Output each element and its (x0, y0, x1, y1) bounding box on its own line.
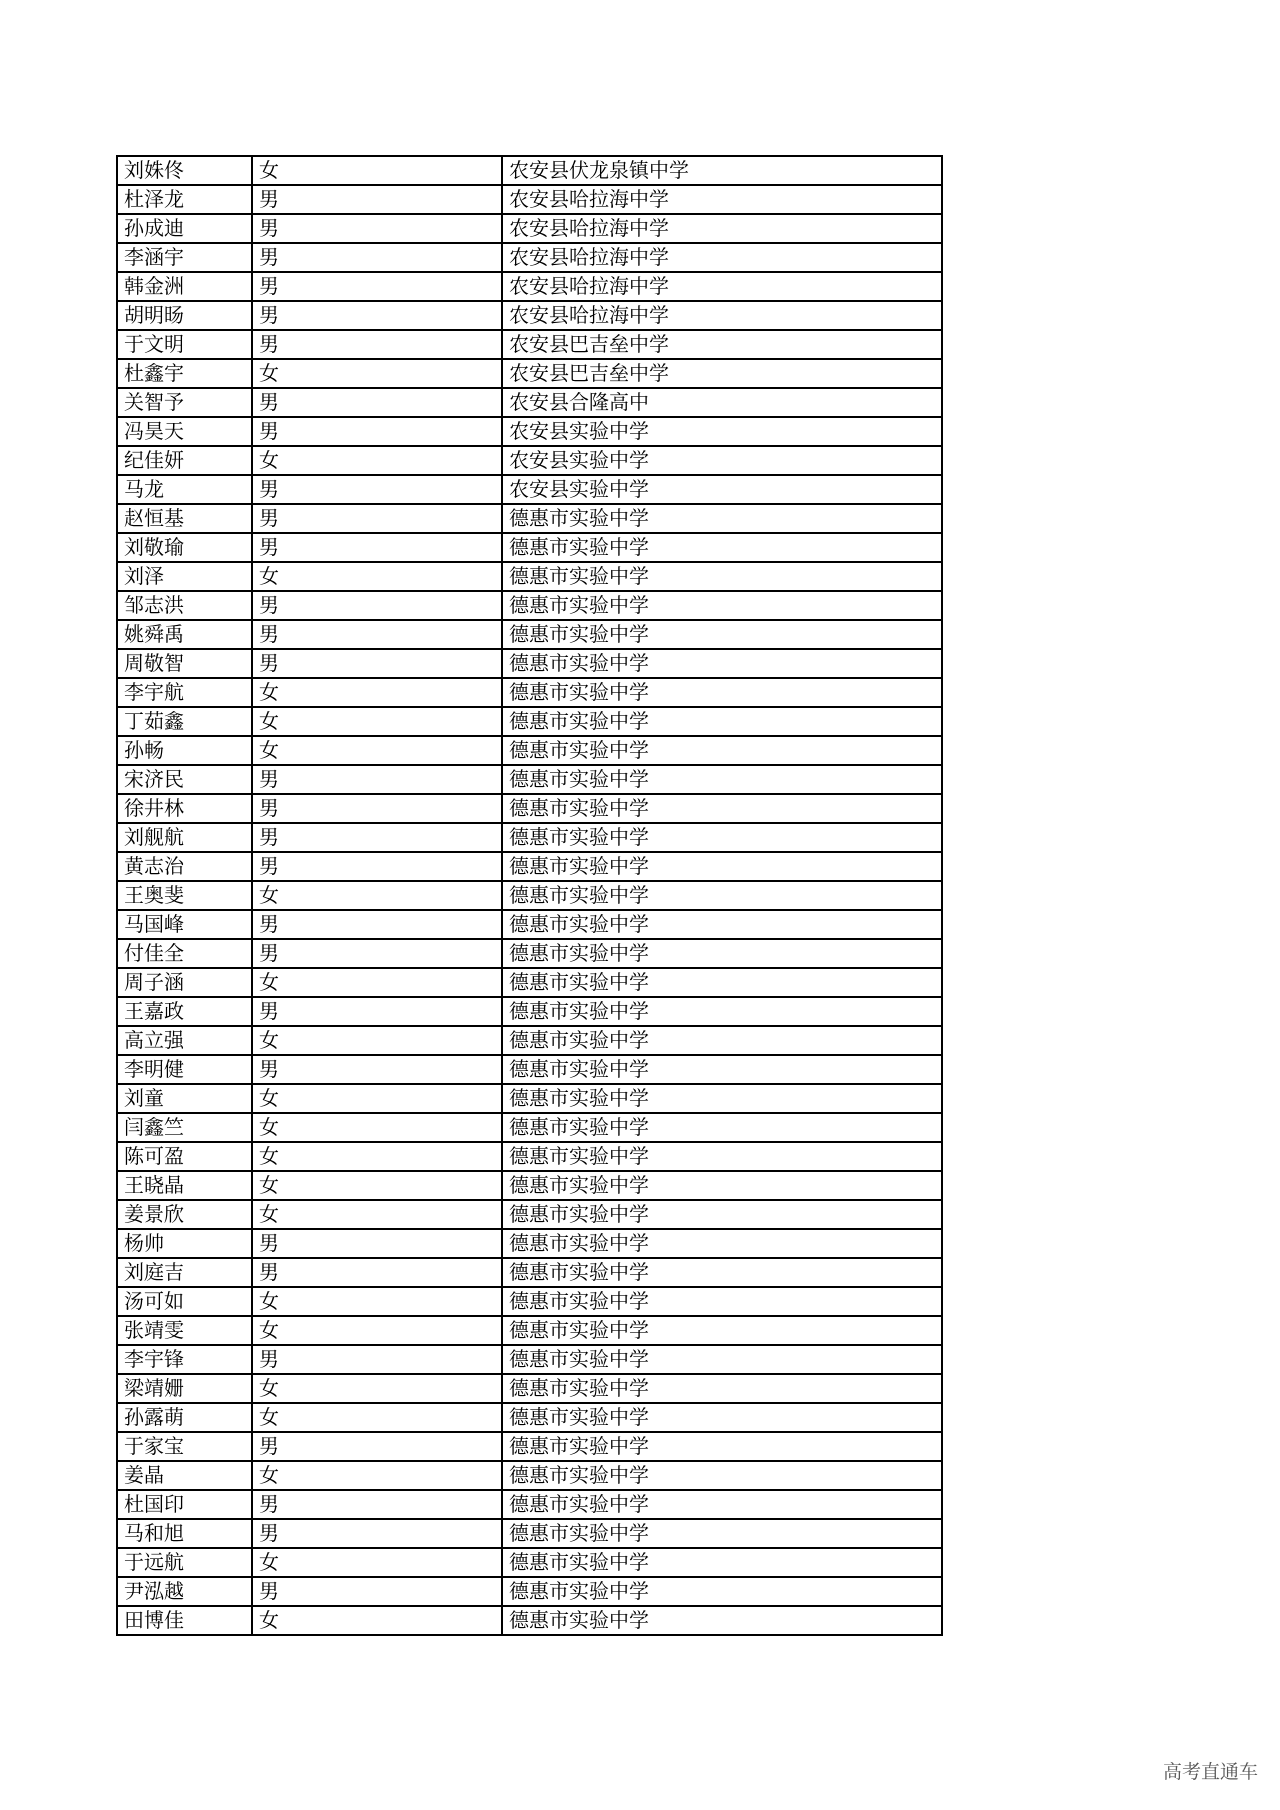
gender-cell: 女 (252, 562, 502, 591)
school-cell: 德惠市实验中学 (502, 1200, 942, 1229)
student-name-cell: 于文明 (117, 330, 252, 359)
student-name-cell: 孙露萌 (117, 1403, 252, 1432)
gender-cell: 男 (252, 591, 502, 620)
table-row (117, 591, 942, 620)
school-cell: 德惠市实验中学 (502, 1258, 942, 1287)
table-row (117, 997, 942, 1026)
school-cell: 德惠市实验中学 (502, 1113, 942, 1142)
gender-cell: 男 (252, 649, 502, 678)
student-name-cell: 黄志治 (117, 852, 252, 881)
school-cell: 德惠市实验中学 (502, 1345, 942, 1374)
table-row (117, 272, 942, 301)
student-name-cell: 徐井林 (117, 794, 252, 823)
gender-cell: 男 (252, 185, 502, 214)
gender-cell: 女 (252, 1171, 502, 1200)
table-row (117, 881, 942, 910)
student-name-cell: 杨帅 (117, 1229, 252, 1258)
student-name-cell: 杜鑫宇 (117, 359, 252, 388)
gender-cell: 男 (252, 852, 502, 881)
student-roster-table (116, 155, 943, 1636)
student-name-cell: 丁茹鑫 (117, 707, 252, 736)
table-row (117, 446, 942, 475)
student-name-cell: 李宇锋 (117, 1345, 252, 1374)
school-cell: 德惠市实验中学 (502, 1606, 942, 1635)
student-name-cell: 孙畅 (117, 736, 252, 765)
school-cell: 农安县哈拉海中学 (502, 214, 942, 243)
table-row (117, 707, 942, 736)
gender-cell: 男 (252, 997, 502, 1026)
gender-cell: 男 (252, 1577, 502, 1606)
school-cell: 农安县实验中学 (502, 417, 942, 446)
school-cell: 德惠市实验中学 (502, 1171, 942, 1200)
student-name-cell: 王奥斐 (117, 881, 252, 910)
student-name-cell: 刘童 (117, 1084, 252, 1113)
school-cell: 德惠市实验中学 (502, 1142, 942, 1171)
table-row (117, 1577, 942, 1606)
school-cell: 农安县哈拉海中学 (502, 272, 942, 301)
table-row (117, 243, 942, 272)
table-row (117, 794, 942, 823)
school-cell: 德惠市实验中学 (502, 1461, 942, 1490)
gender-cell: 女 (252, 881, 502, 910)
table-row (117, 1113, 942, 1142)
student-name-cell: 刘舰航 (117, 823, 252, 852)
student-name-cell: 汤可如 (117, 1287, 252, 1316)
school-cell: 德惠市实验中学 (502, 1577, 942, 1606)
student-name-cell: 马和旭 (117, 1519, 252, 1548)
gender-cell: 男 (252, 417, 502, 446)
gender-cell: 男 (252, 330, 502, 359)
student-name-cell: 姚舜禹 (117, 620, 252, 649)
gender-cell: 男 (252, 1055, 502, 1084)
table-row (117, 1200, 942, 1229)
watermark-text: 高考直通车 (1162, 1761, 1258, 1783)
student-name-cell: 胡明旸 (117, 301, 252, 330)
student-name-cell: 田博佳 (117, 1606, 252, 1635)
student-name-cell: 关智予 (117, 388, 252, 417)
school-cell: 德惠市实验中学 (502, 707, 942, 736)
gender-cell: 女 (252, 968, 502, 997)
student-name-cell: 姜景欣 (117, 1200, 252, 1229)
student-name-cell: 尹泓越 (117, 1577, 252, 1606)
table-row (117, 823, 942, 852)
school-cell: 农安县哈拉海中学 (502, 185, 942, 214)
school-cell: 德惠市实验中学 (502, 678, 942, 707)
gender-cell: 女 (252, 1084, 502, 1113)
school-cell: 农安县合隆高中 (502, 388, 942, 417)
student-name-cell: 王嘉政 (117, 997, 252, 1026)
school-cell: 德惠市实验中学 (502, 1403, 942, 1432)
table-row (117, 1432, 942, 1461)
table-row (117, 1084, 942, 1113)
gender-cell: 男 (252, 214, 502, 243)
school-cell: 农安县实验中学 (502, 475, 942, 504)
student-name-cell: 于家宝 (117, 1432, 252, 1461)
school-cell: 德惠市实验中学 (502, 1026, 942, 1055)
table-row (117, 417, 942, 446)
school-cell: 德惠市实验中学 (502, 852, 942, 881)
gender-cell: 女 (252, 1461, 502, 1490)
student-name-cell: 李明健 (117, 1055, 252, 1084)
school-cell: 德惠市实验中学 (502, 504, 942, 533)
table-row (117, 620, 942, 649)
table-row (117, 504, 942, 533)
gender-cell: 男 (252, 794, 502, 823)
gender-cell: 男 (252, 388, 502, 417)
table-row (117, 736, 942, 765)
student-name-cell: 刘庭吉 (117, 1258, 252, 1287)
table-row (117, 330, 942, 359)
school-cell: 德惠市实验中学 (502, 1055, 942, 1084)
school-cell: 德惠市实验中学 (502, 881, 942, 910)
gender-cell: 女 (252, 1113, 502, 1142)
student-name-cell: 赵恒基 (117, 504, 252, 533)
gender-cell: 女 (252, 446, 502, 475)
table-row (117, 939, 942, 968)
table-row (117, 765, 942, 794)
table-row (117, 1548, 942, 1577)
school-cell: 德惠市实验中学 (502, 1519, 942, 1548)
table-row (117, 1229, 942, 1258)
table-row (117, 475, 942, 504)
school-cell: 德惠市实验中学 (502, 794, 942, 823)
table-row (117, 1055, 942, 1084)
school-cell: 农安县哈拉海中学 (502, 243, 942, 272)
gender-cell: 男 (252, 243, 502, 272)
school-cell: 德惠市实验中学 (502, 591, 942, 620)
table-row (117, 1374, 942, 1403)
table-row (117, 968, 942, 997)
school-cell: 德惠市实验中学 (502, 533, 942, 562)
table-row (117, 1490, 942, 1519)
gender-cell: 女 (252, 1316, 502, 1345)
student-name-cell: 李涵宇 (117, 243, 252, 272)
student-name-cell: 于远航 (117, 1548, 252, 1577)
gender-cell: 女 (252, 736, 502, 765)
gender-cell: 女 (252, 1287, 502, 1316)
student-name-cell: 付佳全 (117, 939, 252, 968)
gender-cell: 女 (252, 1142, 502, 1171)
table-row (117, 533, 942, 562)
table-row (117, 649, 942, 678)
gender-cell: 男 (252, 1432, 502, 1461)
table-row (117, 1171, 942, 1200)
school-cell: 农安县哈拉海中学 (502, 301, 942, 330)
student-name-cell: 韩金洲 (117, 272, 252, 301)
table-row (117, 1316, 942, 1345)
table-row (117, 1403, 942, 1432)
roster-body (117, 156, 942, 1635)
table-row (117, 1606, 942, 1635)
student-name-cell: 周敬智 (117, 649, 252, 678)
gender-cell: 男 (252, 1519, 502, 1548)
student-name-cell: 马龙 (117, 475, 252, 504)
table-row (117, 1345, 942, 1374)
student-name-cell: 马国峰 (117, 910, 252, 939)
gender-cell: 女 (252, 1606, 502, 1635)
gender-cell: 女 (252, 1403, 502, 1432)
gender-cell: 男 (252, 1258, 502, 1287)
school-cell: 德惠市实验中学 (502, 649, 942, 678)
gender-cell: 男 (252, 301, 502, 330)
school-cell: 德惠市实验中学 (502, 736, 942, 765)
school-cell: 德惠市实验中学 (502, 1374, 942, 1403)
school-cell: 德惠市实验中学 (502, 1287, 942, 1316)
gender-cell: 女 (252, 359, 502, 388)
table-row (117, 1287, 942, 1316)
student-name-cell: 刘姝佟 (117, 156, 252, 185)
gender-cell: 男 (252, 504, 502, 533)
student-name-cell: 杜国印 (117, 1490, 252, 1519)
student-name-cell: 闫鑫竺 (117, 1113, 252, 1142)
table-row (117, 562, 942, 591)
gender-cell: 女 (252, 156, 502, 185)
table-row (117, 1519, 942, 1548)
gender-cell: 女 (252, 1200, 502, 1229)
gender-cell: 女 (252, 1026, 502, 1055)
student-name-cell: 纪佳妍 (117, 446, 252, 475)
school-cell: 德惠市实验中学 (502, 765, 942, 794)
school-cell: 德惠市实验中学 (502, 939, 942, 968)
gender-cell: 男 (252, 910, 502, 939)
gender-cell: 女 (252, 678, 502, 707)
student-name-cell: 姜晶 (117, 1461, 252, 1490)
school-cell: 德惠市实验中学 (502, 1229, 942, 1258)
student-name-cell: 冯昊天 (117, 417, 252, 446)
table-row (117, 678, 942, 707)
student-name-cell: 宋济民 (117, 765, 252, 794)
gender-cell: 男 (252, 939, 502, 968)
school-cell: 农安县伏龙泉镇中学 (502, 156, 942, 185)
student-name-cell: 孙成迪 (117, 214, 252, 243)
school-cell: 德惠市实验中学 (502, 562, 942, 591)
table-row (117, 1026, 942, 1055)
gender-cell: 女 (252, 1548, 502, 1577)
gender-cell: 男 (252, 1229, 502, 1258)
school-cell: 农安县巴吉垒中学 (502, 359, 942, 388)
gender-cell: 男 (252, 765, 502, 794)
student-name-cell: 张靖雯 (117, 1316, 252, 1345)
school-cell: 德惠市实验中学 (502, 1316, 942, 1345)
table-row (117, 910, 942, 939)
table-row (117, 301, 942, 330)
school-cell: 德惠市实验中学 (502, 620, 942, 649)
gender-cell: 男 (252, 1490, 502, 1519)
gender-cell: 男 (252, 533, 502, 562)
school-cell: 农安县巴吉垒中学 (502, 330, 942, 359)
student-name-cell: 王晓晶 (117, 1171, 252, 1200)
school-cell: 德惠市实验中学 (502, 823, 942, 852)
table-row (117, 1461, 942, 1490)
gender-cell: 男 (252, 475, 502, 504)
gender-cell: 男 (252, 823, 502, 852)
table-row (117, 1142, 942, 1171)
student-name-cell: 邹志洪 (117, 591, 252, 620)
school-cell: 德惠市实验中学 (502, 1432, 942, 1461)
table-row (117, 214, 942, 243)
student-name-cell: 刘敬瑜 (117, 533, 252, 562)
table-row (117, 359, 942, 388)
student-name-cell: 李宇航 (117, 678, 252, 707)
gender-cell: 男 (252, 1345, 502, 1374)
gender-cell: 女 (252, 707, 502, 736)
school-cell: 德惠市实验中学 (502, 1548, 942, 1577)
student-name-cell: 梁靖姗 (117, 1374, 252, 1403)
school-cell: 德惠市实验中学 (502, 968, 942, 997)
student-name-cell: 杜泽龙 (117, 185, 252, 214)
table-row (117, 185, 942, 214)
school-cell: 德惠市实验中学 (502, 1084, 942, 1113)
school-cell: 德惠市实验中学 (502, 1490, 942, 1519)
table-row (117, 388, 942, 417)
gender-cell: 男 (252, 272, 502, 301)
table-row (117, 1258, 942, 1287)
student-name-cell: 刘泽 (117, 562, 252, 591)
gender-cell: 女 (252, 1374, 502, 1403)
school-cell: 德惠市实验中学 (502, 910, 942, 939)
student-name-cell: 陈可盈 (117, 1142, 252, 1171)
table-row (117, 156, 942, 185)
school-cell: 农安县实验中学 (502, 446, 942, 475)
school-cell: 德惠市实验中学 (502, 997, 942, 1026)
student-name-cell: 周子涵 (117, 968, 252, 997)
student-name-cell: 高立强 (117, 1026, 252, 1055)
table-row (117, 852, 942, 881)
gender-cell: 男 (252, 620, 502, 649)
